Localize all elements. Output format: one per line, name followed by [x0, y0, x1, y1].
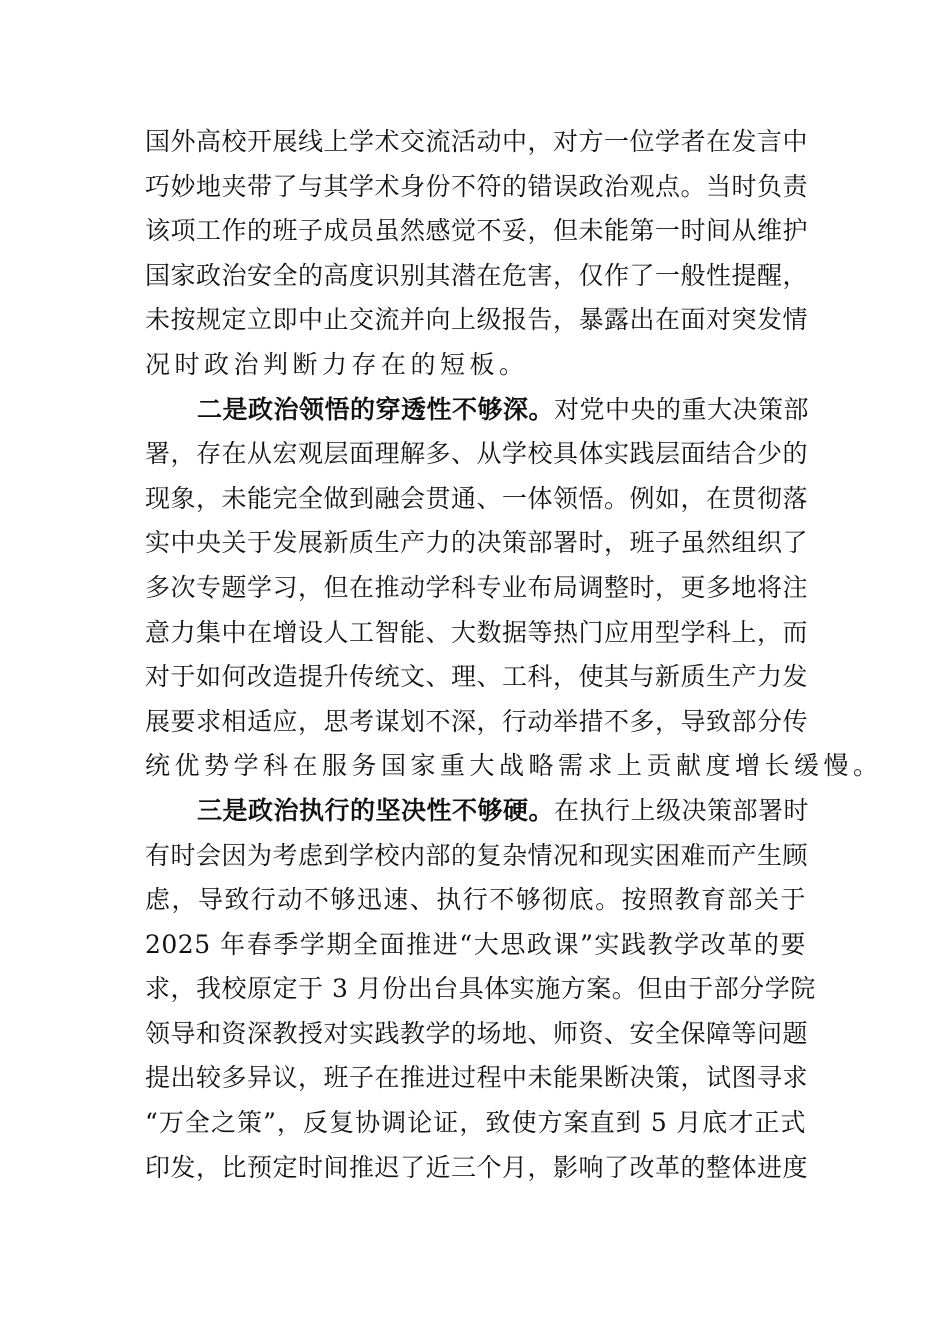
text-line: 该项工作的班子成员虽然感觉不妥，但未能第一时间从维护: [145, 216, 809, 246]
text-span: 在执行上级决策部署时: [554, 795, 810, 825]
text-line: 国家政治安全的高度识别其潜在危害，仅作了一般性提醒，: [145, 260, 809, 290]
text-line: 虑，导致行动不够迅速、执行不够彻底。按照教育部关于: [145, 885, 806, 915]
text-line: 对于如何改造提升传统文、理、工科，使其与新质生产力发: [145, 662, 809, 692]
text-line: 展要求相适应，思考谋划不深，行动举措不多，导致部分传: [145, 706, 809, 736]
text-line: 提出较多异议，班子在推进过程中未能果断决策，试图寻求: [145, 1063, 809, 1093]
text-line: “万全之策”，反复协调论证，致使方案直到 5 月底才正式: [145, 1108, 806, 1138]
paragraph-first-line: [145, 789, 810, 834]
text-line: 署，存在从宏观层面理解多、从学校具体实践层面结合少的: [145, 439, 809, 469]
text-line: 巧妙地夹带了与其学术身份不符的错误政治观点。当时负责: [145, 171, 809, 201]
text-line: 现象，未能完全做到融会贯通、一体领悟。例如，在贯彻落: [145, 483, 809, 513]
document-page: [145, 120, 883, 1190]
text-line: 印发，比预定时间推迟了近三个月，影响了改革的整体进度: [145, 1152, 809, 1182]
text-line: 意力集中在增设人工智能、大数据等热门应用型学科上，而: [145, 617, 809, 647]
text-line: 2025 年春季学期全面推进“大思政课”实践教学改革的要: [145, 929, 806, 959]
text-line: 况时政治判断力存在的短板。: [145, 349, 529, 379]
text-line: 求，我校原定于 3 月份出台具体实施方案。但由于部分学院: [145, 974, 816, 1004]
text-line: 未按规定立即中止交流并向上级报告，暴露出在面对突发情: [145, 305, 809, 335]
text-line: 国外高校开展线上学术交流活动中，对方一位学者在发言中: [145, 127, 809, 156]
text-line: 实中央关于发展新质生产力的决策部署时，班子虽然组织了: [145, 528, 809, 558]
text-span: 对党中央的重大决策部: [554, 394, 810, 424]
paragraph-heading: 二是政治领悟的穿透性不够深。: [197, 394, 555, 424]
text-line: 有时会因为考虑到学校内部的复杂情况和现实困难而产生顾: [145, 840, 809, 870]
text-line: 多次专题学习，但在推动学科专业布局调整时，更多地将注: [145, 572, 809, 602]
text-line: 领导和资深教授对实践教学的场地、师资、安全保障等问题: [145, 1018, 809, 1048]
paragraph-heading: 三是政治执行的坚决性不够硬。: [197, 795, 555, 825]
text-line: 统优势学科在服务国家重大战略需求上贡献度增长缓慢。: [145, 751, 883, 781]
paragraph-first-line: [145, 388, 810, 433]
